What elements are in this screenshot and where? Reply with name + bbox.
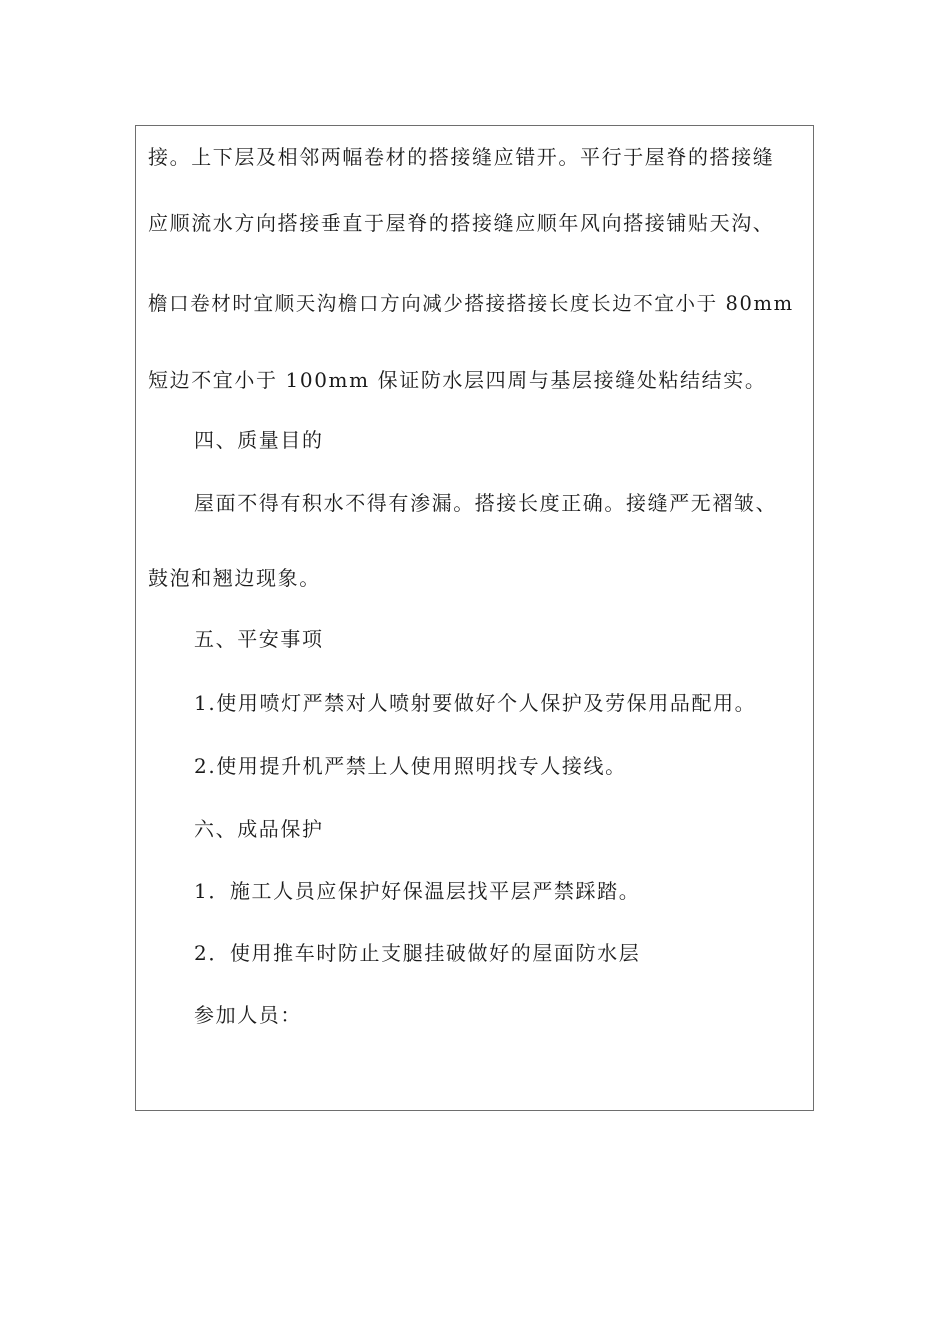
section-heading-quality: 四、质量目的 [194, 428, 324, 452]
section-heading-protection: 六、成品保护 [194, 817, 324, 841]
section-heading-safety: 五、平安事项 [194, 627, 324, 651]
list-item-protection-2: 2．使用推车时防止支腿挂破做好的屋面防水层 [194, 941, 641, 965]
paragraph-line-4: 短边不宜小于 100mm 保证防水层四周与基层接缝处粘结结实。 [148, 368, 767, 392]
paragraph-line-5: 屋面不得有积水不得有渗漏。搭接长度正确。接缝严无褶皱、 [194, 491, 778, 515]
list-item-safety-2: 2.使用提升机严禁上人使用照明找专人接线。 [194, 754, 627, 778]
paragraph-line-3: 檐口卷材时宜顺天沟檐口方向减少搭接搭接长度长边不宜小于 80mm [148, 292, 794, 315]
list-item-protection-1: 1．施工人员应保护好保温层找平层严禁踩踏。 [194, 879, 641, 903]
paragraph-line-2: 应顺流水方向搭接垂直于屋脊的搭接缝应顺年风向搭接铺贴天沟、 [148, 211, 775, 235]
document-frame [135, 125, 814, 1111]
participants-label: 参加人员： [194, 1003, 302, 1027]
paragraph-line-6: 鼓泡和翘边现象。 [148, 566, 321, 590]
paragraph-line-1: 接。上下层及相邻两幅卷材的搭接缝应错开。平行于屋脊的搭接缝 [148, 145, 775, 169]
list-item-safety-1: 1.使用喷灯严禁对人喷射要做好个人保护及劳保用品配用。 [194, 691, 757, 715]
